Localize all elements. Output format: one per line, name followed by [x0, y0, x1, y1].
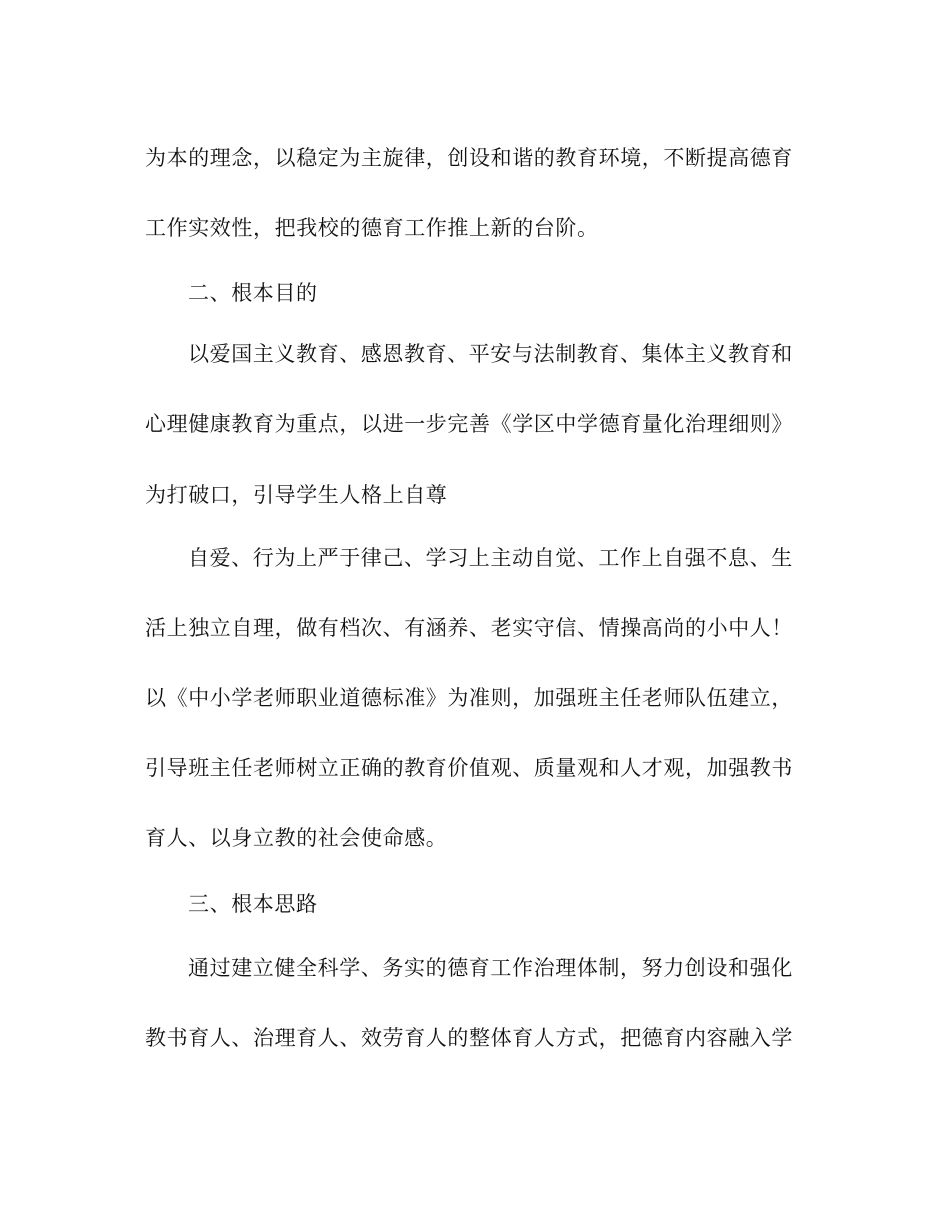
paragraph-line: 教书育人、治理育人、效劳育人的整体育人方式，把德育内容融入学 — [145, 1026, 793, 1050]
paragraph-line: 自爱、行为上严于律己、学习上主动自觉、工作上自强不息、生 — [188, 546, 793, 570]
section-heading: 三、根本思路 — [188, 892, 318, 916]
paragraph-line: 心理健康教育为重点，以进一步完善《学区中学德育量化治理细则》 — [145, 412, 793, 436]
section-heading: 二、根本目的 — [188, 281, 318, 305]
paragraph-line: 以《中小学老师职业道德标准》为准则，加强班主任老师队伍建立， — [145, 686, 793, 710]
paragraph-line: 为打破口，引导学生人格上自尊 — [145, 483, 448, 507]
paragraph-line: 育人、以身立教的社会使命感。 — [145, 826, 448, 850]
paragraph-line: 活上独立自理，做有档次、有涵养、老实守信、情操高尚的小中人！ — [145, 616, 793, 640]
paragraph-line: 工作实效性，把我校的德育工作推上新的台阶。 — [145, 216, 599, 240]
paragraph-line: 通过建立健全科学、务实的德育工作治理体制，努力创设和强化 — [188, 956, 793, 980]
paragraph-line: 为本的理念，以稳定为主旋律，创设和谐的教育环境，不断提高德育 — [145, 146, 793, 170]
paragraph-line: 引导班主任老师树立正确的教育价值观、质量观和人才观，加强教书 — [145, 756, 793, 780]
paragraph-line: 以爱国主义教育、感恩教育、平安与法制教育、集体主义教育和 — [188, 342, 793, 366]
